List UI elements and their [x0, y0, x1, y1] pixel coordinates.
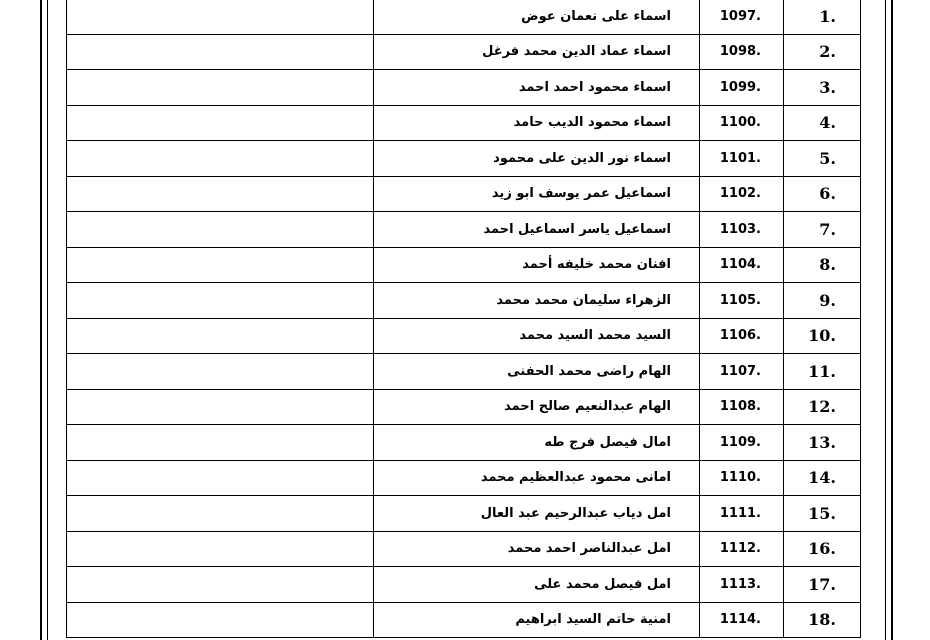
row-number-cell: 10.	[784, 318, 861, 354]
row-number-cell: 18.	[784, 602, 861, 638]
student-code-cell: 1107.	[700, 354, 784, 390]
row-number-cell: 11.	[784, 354, 861, 390]
student-code-cell: 1108.	[700, 389, 784, 425]
student-code-cell: 1110.	[700, 460, 784, 496]
row-number-cell: 15.	[784, 496, 861, 532]
student-name-cell: اسماء محمود احمد احمد	[374, 70, 700, 106]
student-roster-table	[66, 0, 861, 638]
student-code-cell: 1106.	[700, 318, 784, 354]
student-code-cell: 1114.	[700, 602, 784, 638]
row-number-cell: 2.	[784, 34, 861, 70]
table-row	[67, 531, 861, 567]
student-name-cell: الهام راضى محمد الحفنى	[374, 354, 700, 390]
row-number-cell: 14.	[784, 460, 861, 496]
student-code-cell: 1099.	[700, 70, 784, 106]
student-name-cell: امل فيصل محمد على	[374, 567, 700, 603]
table-row	[67, 0, 861, 34]
student-code-cell: 1103.	[700, 212, 784, 248]
student-name-cell: امل عبدالناصر احمد محمد	[374, 531, 700, 567]
student-name-cell: افنان محمد خليفه أحمد	[374, 247, 700, 283]
student-name-cell: امل دياب عبدالرحيم عبد العال	[374, 496, 700, 532]
student-name-cell: اسماء على نعمان عوض	[374, 0, 700, 34]
student-code-cell: 1101.	[700, 141, 784, 177]
blank-cell	[67, 318, 374, 354]
blank-cell	[67, 567, 374, 603]
blank-cell	[67, 212, 374, 248]
student-name-cell: امانى محمود عبدالعظيم محمد	[374, 460, 700, 496]
student-name-cell: اسماعيل ياسر اسماعيل احمد	[374, 212, 700, 248]
row-number-cell: 17.	[784, 567, 861, 603]
student-name-cell: اسماعيل عمر يوسف ابو زيد	[374, 176, 700, 212]
table-row	[67, 354, 861, 390]
blank-cell	[67, 283, 374, 319]
student-name-cell: امال فيصل فرج طه	[374, 425, 700, 461]
table-row	[67, 247, 861, 283]
blank-cell	[67, 105, 374, 141]
table-row	[67, 70, 861, 106]
blank-cell	[67, 531, 374, 567]
table-row	[67, 283, 861, 319]
student-code-cell: 1111.	[700, 496, 784, 532]
student-code-cell: 1112.	[700, 531, 784, 567]
row-number-cell: 8.	[784, 247, 861, 283]
blank-cell	[67, 176, 374, 212]
student-code-cell: 1109.	[700, 425, 784, 461]
row-number-cell: 1.	[784, 0, 861, 34]
student-code-cell: 1113.	[700, 567, 784, 603]
row-number-cell: 12.	[784, 389, 861, 425]
table-row	[67, 460, 861, 496]
table-row	[67, 141, 861, 177]
student-name-cell: السيد محمد السيد محمد	[374, 318, 700, 354]
row-number-cell: 16.	[784, 531, 861, 567]
blank-cell	[67, 141, 374, 177]
table-row	[67, 105, 861, 141]
student-name-cell: الزهراء سليمان محمد محمد	[374, 283, 700, 319]
table-row	[67, 212, 861, 248]
student-code-cell: 1100.	[700, 105, 784, 141]
student-code-cell: 1098.	[700, 34, 784, 70]
student-name-cell: امنية حاتم السيد ابراهيم	[374, 602, 700, 638]
table-row	[67, 318, 861, 354]
student-code-cell: 1102.	[700, 176, 784, 212]
row-number-cell: 9.	[784, 283, 861, 319]
student-code-cell: 1105.	[700, 283, 784, 319]
student-code-cell: 1104.	[700, 247, 784, 283]
blank-cell	[67, 496, 374, 532]
row-number-cell: 7.	[784, 212, 861, 248]
student-name-cell: اسماء عماد الدين محمد فرغل	[374, 34, 700, 70]
roster-body	[67, 0, 861, 638]
blank-cell	[67, 247, 374, 283]
row-number-cell: 3.	[784, 70, 861, 106]
table-row	[67, 567, 861, 603]
table-row	[67, 496, 861, 532]
row-number-cell: 5.	[784, 141, 861, 177]
table-row	[67, 389, 861, 425]
student-name-cell: اسماء نور الدين على محمود	[374, 141, 700, 177]
row-number-cell: 13.	[784, 425, 861, 461]
student-name-cell: اسماء محمود الديب حامد	[374, 105, 700, 141]
blank-cell	[67, 70, 374, 106]
row-number-cell: 6.	[784, 176, 861, 212]
table-row	[67, 425, 861, 461]
blank-cell	[67, 0, 374, 34]
table-row	[67, 34, 861, 70]
table-row	[67, 176, 861, 212]
blank-cell	[67, 460, 374, 496]
student-name-cell: الهام عبدالنعيم صالح احمد	[374, 389, 700, 425]
blank-cell	[67, 389, 374, 425]
blank-cell	[67, 425, 374, 461]
student-code-cell: 1097.	[700, 0, 784, 34]
blank-cell	[67, 34, 374, 70]
blank-cell	[67, 354, 374, 390]
row-number-cell: 4.	[784, 105, 861, 141]
